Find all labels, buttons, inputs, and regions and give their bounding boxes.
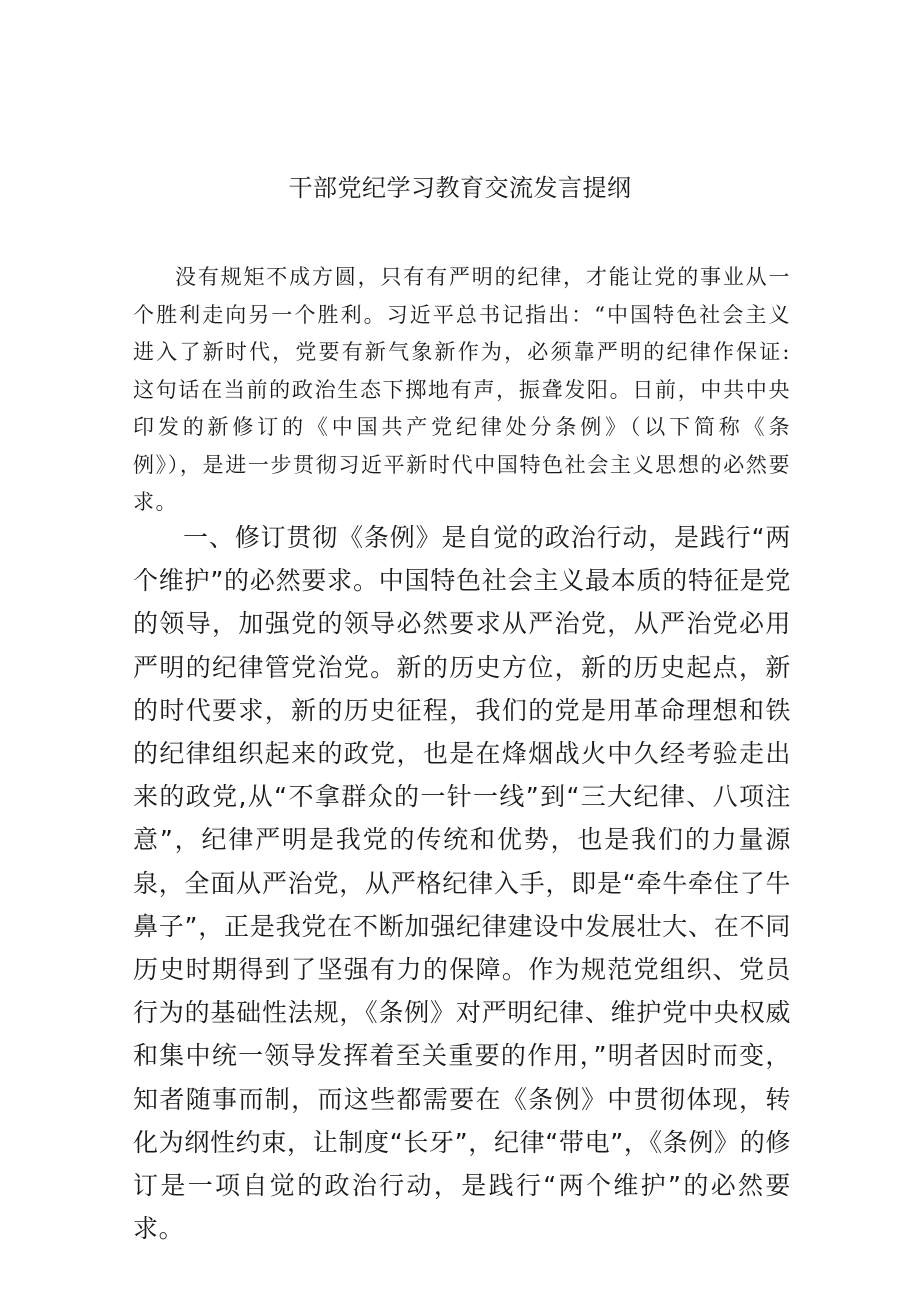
section-one-paragraph: 一、修订贯彻《条例》是自觉的政治行动，是践行“两个维护”的必然要求。中国特色社会主义最本质的特征是党的领导，加强党的领导必然要求从严治党，从严治党必用严明的纪律管党治党。新的历史方位，新的历史起点，新的时代要求，新的历史征程，我们的党是用革命理想和铁的纪律组织起来的政党，也是在烽烟战火中久经考验走出来的政党,从“不拿群众的一针一线”到“三大纪律、八项注意”，纪律严明是我党的传统和优势，也是我们的力量源泉，全面从严治党，从严格纪律入手，即是“牵牛牵住了牛鼻子”，正是我党在不断加强纪律建设中发展壮大、在不同历史时期得到了坚强有力的保障。作为规范党组织、党员行为的基础性法规，《条例》对严明纪律、维护党中央权威和集中统一领导发挥着至关重要的作用，”明者因时而变，知者随事而制，而这些都需要在《条例》中贯彻体现，转化为纲性约束，让制度“长牙”，纪律“带电”，《条例》的修订是一项自觉的政治行动，是践行“两个维护”的必然要求。	[133, 523, 791, 1244]
document-title: 干部党纪学习教育交流发言提纲	[288, 174, 632, 202]
intro-paragraph: 没有规矩不成方圆，只有有严明的纪律，才能让党的事业从一个胜利走向另一个胜利。习近平总书记指出：“中国特色社会主义进入了新时代，党要有新气象新作为，必须靠严明的纪律作保证:这句话在当前的政治生态下掷地有声，振聋发阳。日前，中共中央印发的新修订的《中国共产党纪律处分条例》（以下简称《条例》），是进一步贯彻习近平新时代中国特色社会主义思想的必然要求。	[133, 265, 791, 514]
